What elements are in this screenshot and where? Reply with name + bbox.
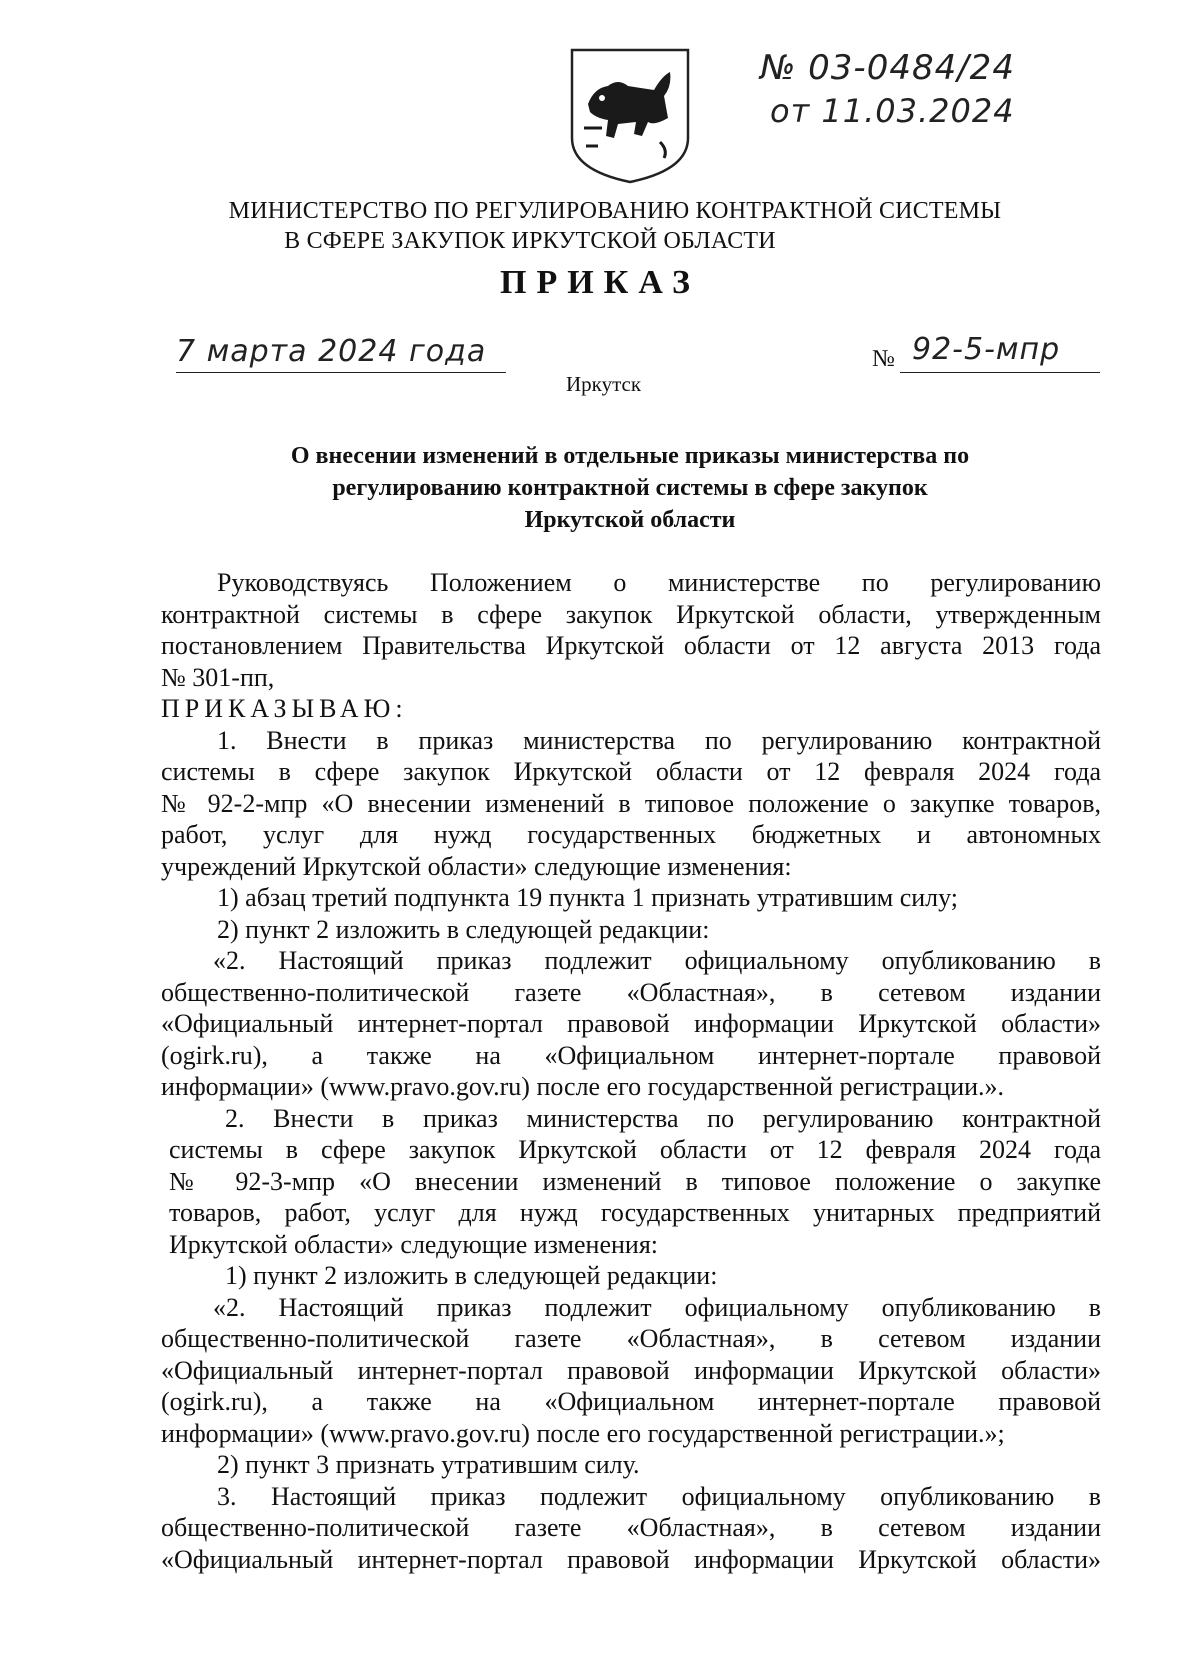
order-number-prefix: № xyxy=(872,346,895,372)
item-1-quote-line: «2. Настоящий приказ подлежит официальному опубликованию в xyxy=(213,946,1101,975)
intro-line: Руководствуясь Положением о министерстве по регулированию xyxy=(217,568,1101,597)
order-date: 7 марта 2024 года xyxy=(176,334,487,369)
ministry-name-line-2: В СФЕРЕ ЗАКУПОК ИРКУТСКОЙ ОБЛАСТИ xyxy=(284,228,776,254)
item-2-subitem-2: 2) пункт 3 признать утратившим силу. xyxy=(217,1450,640,1479)
subject-line-3: Иркутской области xyxy=(524,507,736,533)
registration-date: от 11.03.2024 xyxy=(770,92,1015,130)
item-1-subitem-1: 1) абзац третий подпункта 19 пункта 1 признать утратившим силу; xyxy=(217,883,959,912)
item-3-line: общественно-политической газете «Областная», в сетевом издании xyxy=(161,1513,1101,1542)
city-label: Иркутск xyxy=(566,372,642,396)
item-2-quote-line: информации» (www.pravo.gov.ru) после его государственной регистрации.»; xyxy=(161,1418,1005,1448)
item-1-line: 1. Внести в приказ министерства по регулированию контрактной xyxy=(217,725,1101,755)
date-underline xyxy=(176,372,506,373)
item-1-quote-line: информации» (www.pravo.gov.ru) после его государственной регистрации.». xyxy=(161,1072,1005,1101)
subject-line-1: О внесении изменений в отдельные приказы министерства по xyxy=(290,443,970,469)
item-2-quote-line: (ogirk.ru), а также на «Официальном интернет-портале правовой xyxy=(161,1387,1101,1416)
item-2-line: 2. Внести в приказ министерства по регулированию контрактной xyxy=(225,1103,1101,1133)
item-1-line: работ, услуг для нужд государственных бюджетных и автономных xyxy=(161,820,1101,849)
ministry-name-line-1: МИНИСТЕРСТВО ПО РЕГУЛИРОВАНИЮ КОНТРАКТНОЙ СИСТЕМЫ xyxy=(228,198,1002,224)
item-1-quote-line: (ogirk.ru), а также на «Официальном интернет-портале правовой xyxy=(161,1040,1101,1070)
item-2-line: товаров, работ, услуг для нужд государственных унитарных предприятий xyxy=(169,1198,1101,1227)
order-number: 92-5-мпр xyxy=(912,332,1061,367)
item-3-line: 3. Настоящий приказ подлежит официальному опубликованию в xyxy=(217,1481,1101,1511)
intro-line: контрактной системы в сфере закупок Иркутской области, утвержденным xyxy=(161,599,1101,629)
item-2-subitem-1: 1) пункт 2 изложить в следующей редакции: xyxy=(225,1261,718,1290)
item-1-quote-line: общественно-политической газете «Областная», в сетевом издании xyxy=(161,977,1101,1007)
order-body xyxy=(161,567,1101,1575)
subject-line-2: регулированию контрактной системы в сфере закупок xyxy=(332,475,928,501)
intro-line: постановлением Правительства Иркутской области от 12 августа 2013 года xyxy=(161,631,1101,660)
item-1-quote-line: «Официальный интернет-портал правовой информации Иркутской области» xyxy=(161,1009,1101,1038)
item-2-line: системы в сфере закупок Иркутской области от 12 февраля 2024 года xyxy=(169,1135,1101,1164)
intro-line: № 301-пп, xyxy=(161,662,275,692)
registration-number: № 03-0484/24 xyxy=(760,48,1015,88)
item-2-quote-line: общественно-политической газете «Областная», в сетевом издании xyxy=(161,1324,1101,1353)
item-3-line: «Официальный интернет-портал правовой информации Иркутской области» xyxy=(161,1544,1101,1574)
item-1-line: № 92-2-мпр «О внесении изменений в типовое положение о закупке товаров, xyxy=(161,788,1101,818)
item-2-quote-line: «2. Настоящий приказ подлежит официальному опубликованию в xyxy=(213,1292,1101,1322)
item-2-line: Иркутской области» следующие изменения: xyxy=(169,1229,659,1259)
coat-of-arms-emblem xyxy=(568,46,692,186)
document-type-title: ПРИКАЗ xyxy=(500,264,700,301)
item-1-subitem-2: 2) пункт 2 изложить в следующей редакции: xyxy=(217,914,710,944)
item-2-line: № 92-3-мпр «О внесении изменений в типовое положение о закупке xyxy=(169,1166,1101,1196)
order-subject xyxy=(160,440,1100,536)
number-underline xyxy=(900,372,1100,373)
item-2-quote-line: «Официальный интернет-портал правовой информации Иркутской области» xyxy=(161,1355,1101,1385)
item-1-line: учреждений Иркутской области» следующие изменения: xyxy=(161,851,792,881)
item-1-line: системы в сфере закупок Иркутской области от 12 февраля 2024 года xyxy=(161,757,1101,786)
order-word: ПРИКАЗЫВАЮ: xyxy=(161,694,408,723)
